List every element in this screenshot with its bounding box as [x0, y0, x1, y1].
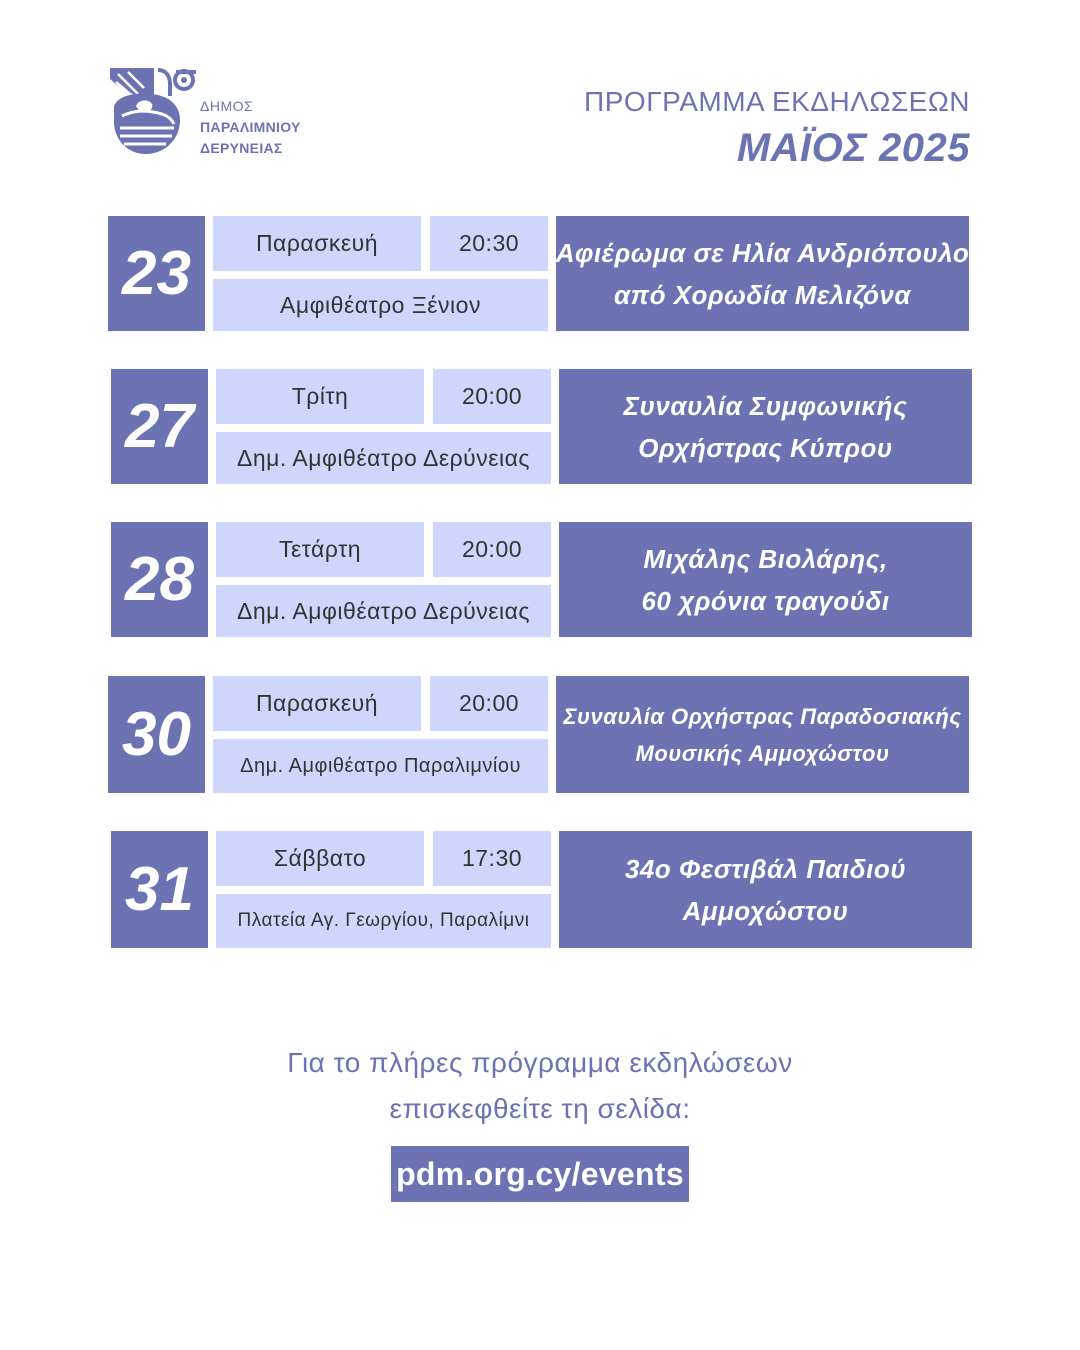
municipality-logo — [108, 66, 328, 161]
municipality-emblem-icon — [108, 66, 198, 158]
event-day: 27 — [111, 369, 208, 484]
logo-line-paralimniou: ΠΑΡΑΛΙΜΝΙΟΥ — [200, 119, 301, 135]
event-venue: Δημ. Αμφιθέατρο Παραλιμνίου — [213, 739, 548, 793]
event-venue: Δημ. Αμφιθέατρο Δερύνειας — [216, 585, 551, 637]
event-time: 20:30 — [430, 216, 548, 271]
event-row — [111, 831, 972, 948]
event-weekday: Τρίτη — [216, 369, 424, 424]
event-day: 30 — [108, 676, 205, 793]
footer-text — [0, 1040, 1080, 1132]
event-title-line1: Αφιέρωμα σε Ηλία Ανδριόπουλο — [555, 237, 970, 268]
event-title-line1: 34ο Φεστιβάλ Παιδιού — [624, 853, 907, 884]
event-title-line2: 60 χρόνια τραγούδι — [641, 585, 890, 616]
event-title-line1: Μιχάλης Βιολάρης, — [643, 543, 888, 574]
logo-line-deryneias: ΔΕΡΥΝΕΙΑΣ — [200, 140, 283, 156]
event-time: 20:00 — [430, 676, 548, 731]
header-subtitle: ΠΡΟΓΡΑΜΜΑ ΕΚΔΗΛΩΣΕΩΝ — [584, 86, 970, 117]
event-time: 20:00 — [433, 369, 551, 424]
footer-line1: Για το πλήρες πρόγραμμα εκδηλώσεων — [287, 1047, 793, 1078]
event-title — [559, 522, 972, 637]
event-row — [111, 522, 972, 637]
event-weekday: Παρασκευή — [213, 216, 421, 271]
event-weekday: Σάββατο — [216, 831, 424, 886]
event-title-line2: από Χορωδία Μελιζόνα — [613, 279, 912, 310]
event-venue: Αμφιθέατρο Ξένιον — [213, 279, 548, 331]
event-day: 28 — [111, 522, 208, 637]
event-title — [559, 831, 972, 948]
events-website-link[interactable]: pdm.org.cy/events — [391, 1146, 689, 1202]
header-title: ΜΑΪΟΣ 2025 — [736, 126, 970, 170]
event-day: 23 — [108, 216, 205, 331]
event-title — [556, 676, 969, 793]
event-row — [108, 676, 969, 793]
event-title-line1: Συναυλία Ορχήστρας Παραδοσιακής — [563, 703, 962, 729]
event-title-line2: Ορχήστρας Κύπρου — [638, 432, 893, 463]
event-row — [111, 369, 972, 484]
event-venue: Πλατεία Αγ. Γεωργίου, Παραλίμνι — [216, 894, 551, 948]
event-venue: Δημ. Αμφιθέατρο Δερύνειας — [216, 432, 551, 484]
event-title-line2: Αμμοχώστου — [682, 895, 849, 926]
event-weekday: Τετάρτη — [216, 522, 424, 577]
logo-line-dimos: ΔΗΜΟΣ — [200, 98, 254, 114]
event-day: 31 — [111, 831, 208, 948]
event-time: 17:30 — [433, 831, 551, 886]
event-title — [559, 369, 972, 484]
event-title-line2: Μουσικής Αμμοχώστου — [635, 740, 890, 766]
event-time: 20:00 — [433, 522, 551, 577]
event-title-line1: Συναυλία Συμφωνικής — [623, 390, 908, 421]
event-row — [108, 216, 969, 331]
event-weekday: Παρασκευή — [213, 676, 421, 731]
footer-line2: επισκεφθείτε τη σελίδα: — [389, 1093, 691, 1124]
event-title — [556, 216, 969, 331]
logo-text — [200, 96, 301, 159]
